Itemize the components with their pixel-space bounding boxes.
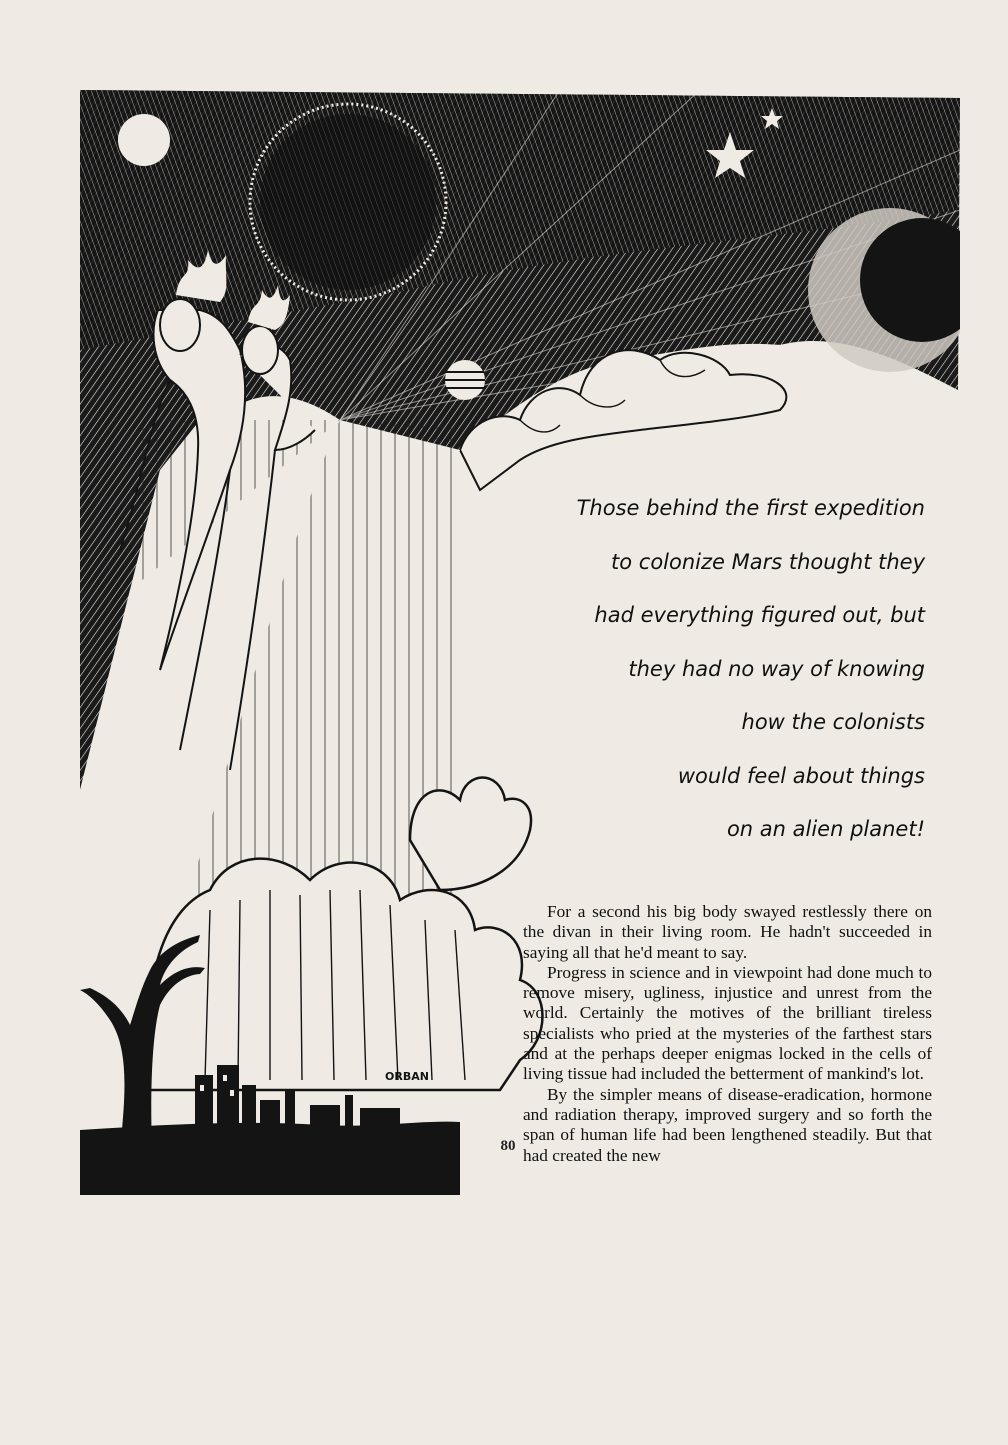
moon [118,114,170,166]
ground [80,1122,460,1195]
blurb-line: had everything figured out, but [594,603,925,627]
page-number: 80 [500,1138,516,1154]
blurb-line: Those behind the first expedition [576,496,925,520]
story-blurb [470,482,925,857]
story-text [523,902,932,1166]
artist-signature: ORBAN [385,1070,429,1083]
story-paragraph: By the simpler means of disease-eradication, hormone and radiation therapy, improved surgery and so forth the span of human life had been lengthened steadily. But that had created the new [523,1084,932,1165]
story-paragraph: Progress in science and in viewpoint had done much to remove misery, ugliness, injustice and unrest from the world. Certainly the motives of the brilliant tireless specialists who pried at the mysteries of the farthest stars and at the perhaps deeper enigmas locked in the cells of living tissue had included the betterment of mankind's lot. [523,962,932,1084]
blurb-line: they had no way of knowing [628,656,925,681]
blurb-line: on an alien planet! [726,817,925,841]
smoke-cloud [148,859,543,1090]
blurb-line: would feel about things [677,763,925,788]
story-paragraph: For a second his big body swayed restlessly there on the divan in their living room. He hadn't succeeded in saying all that he'd meant to say. [523,902,932,962]
blurb-line: to colonize Mars thought they [611,549,925,574]
blurb-line: how the colonists [741,710,925,734]
ringed-planet [445,360,485,400]
